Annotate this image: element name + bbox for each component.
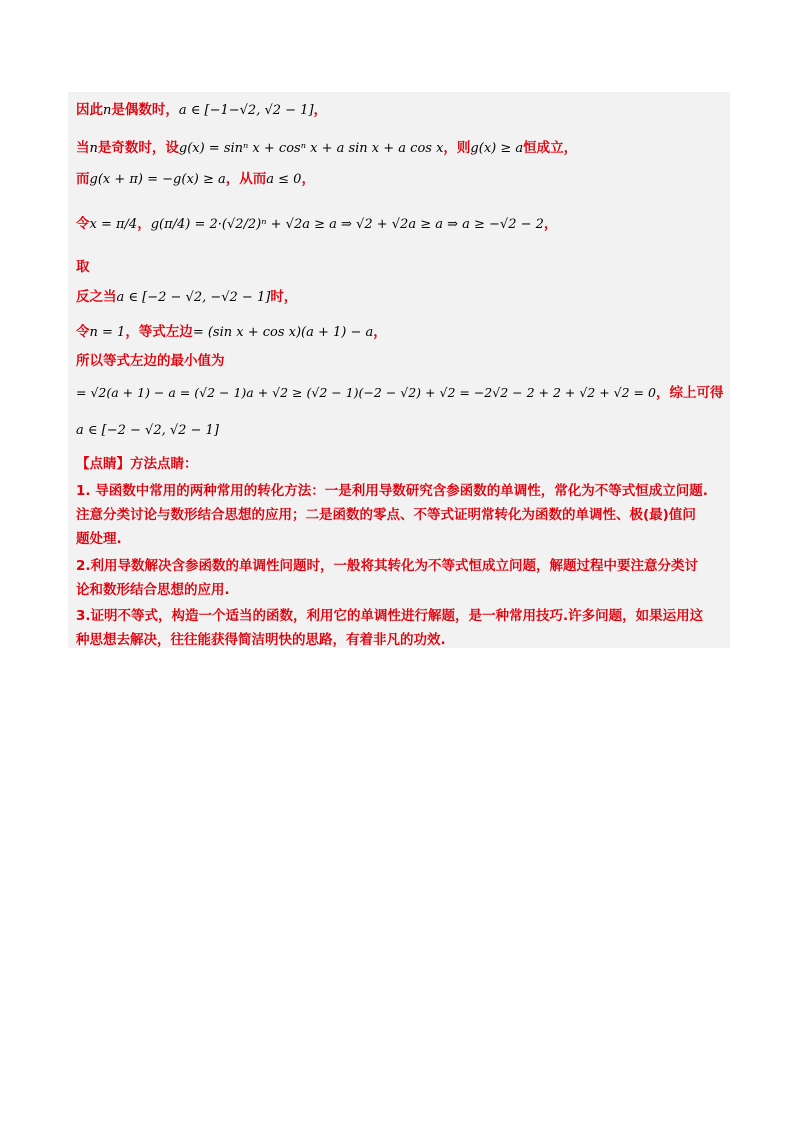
summary-p3-line2: 种思想去解决，往往能获得简洁明快的思路，有着非凡的功效. (76, 632, 446, 648)
math: g(x) = sinⁿ x + cosⁿ x + a sin x + a cos x (178, 141, 444, 156)
solution-line-5 (76, 257, 90, 277)
math: n (89, 141, 98, 156)
summary-title: 【点睛】 (76, 456, 130, 472)
math: g(x + π) = −g(x) ≥ a (89, 172, 226, 187)
solution-line-3 (76, 169, 315, 190)
text: ，从而 (225, 171, 267, 187)
text: 所以等式左边的最小值为 (76, 353, 225, 369)
text: 时， (270, 289, 298, 305)
text: ， (543, 216, 558, 232)
text: 取 (76, 259, 90, 275)
text: ， (373, 324, 387, 340)
text: 而 (76, 171, 90, 187)
text: ，等式左边 (125, 324, 193, 340)
text: 反之当 (76, 289, 117, 305)
math: a ≤ 0 (266, 172, 302, 187)
summary-p2-line1: 2.利用导数解决含参函数的单调性问题时，一般将其转化为不等式恒成立问题，解题过程中要注意分类讨 (76, 558, 699, 574)
text: 恒成立， (523, 140, 578, 156)
summary-p3-line1: 3.证明不等式，构造一个适当的函数，利用它的单调性进行解题，是一种常用技巧.许多问题，如果运用这 (76, 608, 704, 624)
math: a ∈ [−2 − √2, −√2 − 1] (116, 290, 271, 305)
text: 因此 (76, 102, 103, 118)
text: 令 (76, 216, 90, 232)
text: ，综上可得 (655, 385, 724, 401)
solution-line-2 (76, 138, 577, 159)
text: ， (137, 216, 151, 232)
summary-p1-line1: 1. 导函数中常用的两种常用的转化方法：一是利用导数研究含参函数的单调性，常化为不等式恒成立问题. (76, 483, 708, 499)
math: a ∈ [−2 − √2, √2 − 1] (76, 423, 219, 438)
text: ，则 (443, 140, 471, 156)
solution-line-8 (76, 351, 225, 371)
text: 是偶数时， (111, 102, 179, 118)
text: 当 (76, 140, 90, 156)
math: = (sin x + cos x)(a + 1) − a (192, 325, 374, 340)
text: ， (313, 102, 328, 118)
summary-p1-line3: 题处理. (76, 531, 122, 547)
solution-line-10 (76, 420, 219, 441)
math: g(π/4) = 2·(√2/2)ⁿ + √2a ≥ a ⇒ √2 + √2a ≥ a ⇒ a ≥ −√2 − 2 (150, 217, 544, 232)
solution-line-1 (76, 100, 327, 121)
text: 令 (76, 324, 90, 340)
math: n (103, 103, 112, 118)
text: 是奇数时，设 (97, 140, 179, 156)
summary-p1-line2: 注意分类讨论与数形结合思想的应用；二是函数的零点、不等式证明常转化为函数的单调性、极(最)值问 (76, 507, 696, 523)
math: = √2(a + 1) − a = (√2 − 1)a + √2 ≥ (√2 − 1)(−2 − √2) + √2 = −2√2 − 2 + 2 + √2 + √2 = 0 (76, 385, 656, 400)
math: x = π/4 (89, 217, 138, 232)
summary-subtitle: 方法点睛： (130, 456, 198, 472)
math: a ∈ [−1−√2, √2 − 1] (178, 103, 314, 118)
summary-heading (76, 454, 198, 474)
solution-line-9 (76, 383, 723, 403)
math: n = 1 (89, 325, 126, 340)
solution-line-4 (76, 214, 557, 235)
text: ， (301, 171, 315, 187)
summary-p2-line2: 论和数形结合思想的应用. (76, 582, 230, 598)
solution-line-7 (76, 322, 387, 343)
math: g(x) ≥ a (470, 141, 524, 156)
solution-line-6 (76, 287, 297, 308)
